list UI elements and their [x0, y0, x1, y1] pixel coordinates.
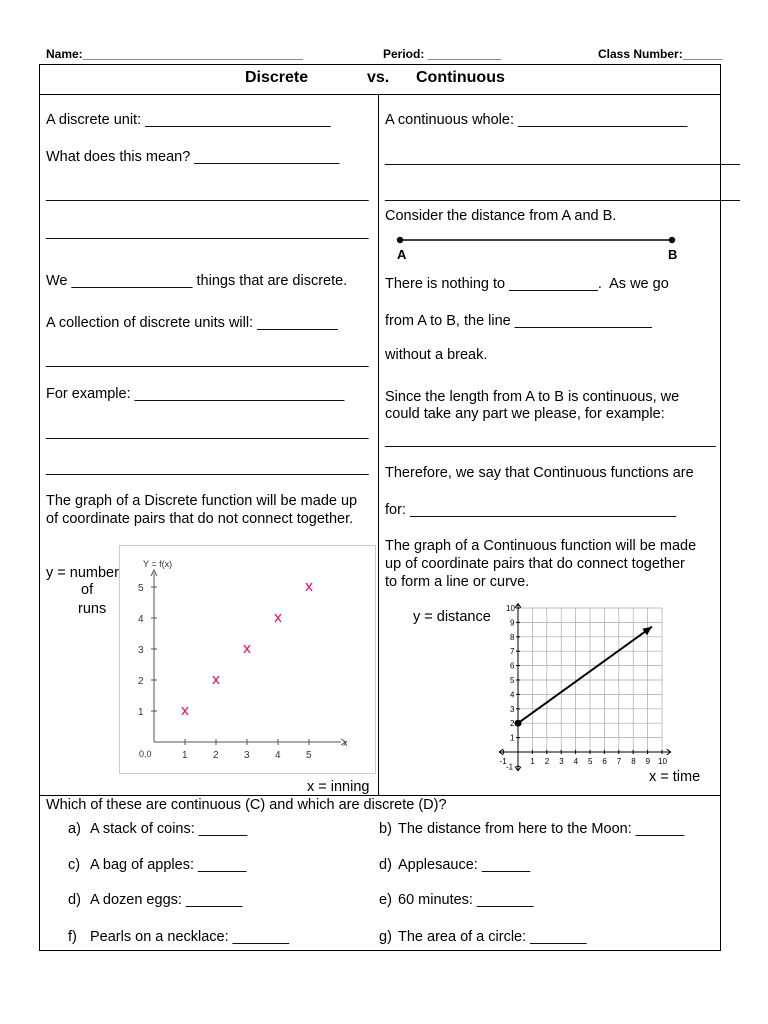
blank-line: ________________________________________ [46, 352, 369, 368]
title-divider [39, 94, 721, 95]
y-tick-label: 2 [510, 719, 515, 729]
y-tick-label: 4 [510, 690, 515, 700]
x-tick-label: 1 [182, 750, 188, 761]
blank-line: _________________________________________ [385, 432, 716, 448]
discrete-xlabel: x = inning [307, 779, 370, 795]
x-tick-label: 8 [631, 757, 636, 766]
blank-line: ____________________________________________ [385, 186, 740, 202]
since-length-line: Since the length from A to B is continuous, we [385, 389, 680, 405]
any-part-line: could take any part we please, for example: [385, 406, 665, 422]
chart-y-axis-title: Y = f(x) [143, 559, 173, 569]
y-tick-label: 9 [510, 618, 515, 628]
x-tick-label: 2 [213, 750, 219, 761]
start-point [515, 720, 522, 727]
blank-line: ________________________________________ [46, 460, 369, 476]
question-text: The distance from here to the Moon: ______ [398, 821, 685, 837]
point-a-dot [397, 237, 403, 243]
discrete-ylabel: y = number [46, 565, 119, 581]
discrete-unit-line: A discrete unit: _______________________ [46, 112, 331, 128]
continuous-ylabel: y = distance [413, 609, 491, 625]
x-tick-label: -1 [499, 757, 507, 766]
question-text: Pearls on a necklace: _______ [90, 929, 290, 945]
x-tick-label: 3 [244, 750, 250, 761]
chart-origin-label: 0,0 [139, 749, 152, 759]
question-text: A dozen eggs: _______ [90, 892, 243, 908]
title-continuous: Continuous [416, 69, 505, 86]
question-letter: f) [68, 929, 77, 945]
point-a-label: A [397, 247, 407, 262]
column-divider [378, 94, 379, 795]
chart-x-axis-title: x [343, 738, 348, 748]
continuous-xlabel: x = time [649, 769, 701, 785]
question-letter: d) [379, 857, 392, 873]
discrete-ylabel: of [81, 582, 94, 598]
x-tick-label: 6 [602, 757, 607, 766]
question-letter: g) [379, 929, 392, 945]
y-tick-label: 7 [510, 647, 515, 657]
discrete-scatter-chart [119, 545, 376, 774]
x-tick-label: 9 [645, 757, 651, 766]
discrete-graph-intro: The graph of a Discrete function will be made up [46, 493, 358, 509]
y-tick-label: 10 [506, 604, 515, 613]
discrete-graph-intro: of coordinate pairs that do not connect together. [46, 511, 354, 527]
segment-ab-diagram [394, 233, 684, 263]
discrete-ylabel: runs [78, 601, 107, 617]
without-break-line: without a break. [385, 347, 488, 363]
x-tick-label: 2 [544, 757, 550, 766]
y-tick-label: 3 [138, 645, 144, 656]
continuous-whole-line: A continuous whole: _____________________ [385, 112, 688, 128]
y-tick-label: 1 [510, 733, 515, 743]
we-things-line: We _______________ things that are discrete. [46, 273, 348, 289]
y-tick-label: 2 [138, 676, 144, 687]
x-tick-label: 4 [275, 750, 281, 761]
therefore-line: Therefore, we say that Continuous functions are [385, 465, 694, 481]
x-tick-label: 4 [573, 757, 579, 766]
question-text: The area of a circle: _______ [398, 929, 587, 945]
point-b-label: B [668, 247, 678, 262]
y-tick-label: 5 [138, 583, 144, 594]
questions-prompt: Which of these are continuous (C) and which are discrete (D)? [46, 797, 447, 813]
question-letter: a) [68, 821, 81, 837]
class-number-field: Class Number:______ [598, 47, 723, 61]
y-tick-label: 3 [510, 704, 515, 714]
continuous-line-chart [493, 601, 678, 779]
question-letter: b) [379, 821, 392, 837]
y-tick-label: 8 [510, 632, 515, 642]
continuous-graph-intro: to form a line or curve. [385, 574, 530, 590]
y-tick-label: 1 [138, 707, 144, 718]
x-tick-label: 1 [530, 757, 535, 766]
for-line: for: _________________________________ [385, 502, 677, 518]
question-text: A stack of coins: ______ [90, 821, 248, 837]
x-tick-label: 10 [658, 757, 667, 766]
name-field: Name:_________________________________ [46, 47, 303, 61]
question-text: Applesauce: ______ [398, 857, 531, 873]
title-vs: vs. [367, 69, 390, 86]
questions-divider [39, 795, 721, 796]
from-a-to-b-line: from A to B, the line _________________ [385, 313, 652, 329]
continuous-graph-intro: The graph of a Continuous function will be made [385, 538, 697, 554]
x-tick-label: 5 [588, 757, 593, 766]
y-tick-label: 5 [510, 676, 515, 685]
question-text: A bag of apples: ______ [90, 857, 247, 873]
period-field: Period: ___________ [383, 47, 502, 61]
blank-line: ________________________________________ [46, 424, 369, 440]
y-tick-label: 4 [138, 614, 144, 625]
x-tick-label: 5 [306, 750, 312, 761]
continuous-graph-intro: up of coordinate pairs that do connect together [385, 556, 685, 572]
y-tick-label: -1 [506, 762, 514, 772]
y-tick-label: 6 [510, 661, 515, 671]
line-arrowhead [642, 627, 652, 636]
blank-line: ____________________________________________ [385, 150, 740, 166]
consider-distance-line: Consider the distance from A and B. [385, 208, 617, 224]
title-discrete: Discrete [245, 69, 309, 86]
collection-line: A collection of discrete units will: __________ [46, 315, 338, 331]
nothing-to-line: There is nothing to ___________. As we go [385, 276, 669, 292]
question-letter: d) [68, 892, 81, 908]
question-text: 60 minutes: _______ [398, 892, 534, 908]
blank-line: ________________________________________ [46, 224, 369, 240]
for-example-line: For example: __________________________ [46, 386, 345, 402]
blank-line: ________________________________________ [46, 186, 369, 202]
x-tick-label: 7 [616, 757, 622, 766]
question-letter: e) [379, 892, 392, 908]
point-b-dot [669, 237, 675, 243]
x-tick-label: 3 [559, 757, 564, 766]
what-mean-line: What does this mean? __________________ [46, 149, 340, 165]
question-letter: c) [68, 857, 81, 873]
